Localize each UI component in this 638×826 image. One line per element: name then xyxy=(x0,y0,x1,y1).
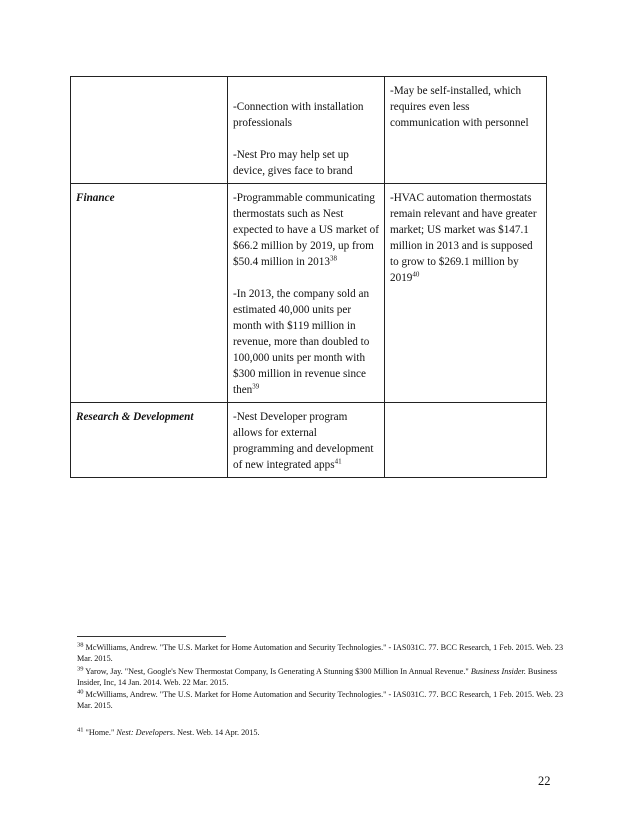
footnote-publication: Business Insider. xyxy=(470,667,526,676)
table-cell-alternative xyxy=(385,403,547,478)
cell-text: -May be self-installed, which requires even less communication with personnel xyxy=(390,85,529,129)
table-cell-alternative xyxy=(385,77,547,184)
cell-text: -In 2013, the company sold an estimated 40,000 units per month with $119 million in revenue, more than doubled to 100,000 units per month with $300 million in revenue since then xyxy=(233,288,370,396)
footnote-separator xyxy=(77,636,226,637)
footnote-text: Yarow, Jay. "Nest, Google's New Thermostat Company, Is Generating A Stunning $300 Million In Annual Revenue." xyxy=(85,667,469,676)
footnote-text: . Nest. Web. 14 Apr. 2015. xyxy=(172,728,260,737)
table-cell-category xyxy=(71,403,228,478)
cell-paragraph xyxy=(233,286,379,398)
table-row xyxy=(71,403,547,478)
footnote-text: "Home." xyxy=(85,728,115,737)
footnote xyxy=(77,689,577,711)
cell-paragraph xyxy=(233,190,379,270)
cell-paragraph xyxy=(233,409,379,473)
footnote-ref[interactable]: 38 xyxy=(329,254,337,263)
cell-text: -Nest Pro may help set up device, gives face to brand xyxy=(233,149,353,177)
footnote-number: 38 xyxy=(77,641,84,649)
cell-text: -HVAC automation thermostats remain relevant and have greater market; US market was $147.1 million in 2013 and is supposed to grow to $269.1 million by 2019 xyxy=(390,192,537,284)
table-cell-category xyxy=(71,77,228,184)
footnote-ref[interactable]: 39 xyxy=(252,382,260,391)
footnote xyxy=(77,666,577,688)
footnote-text: Business Insider, Inc, 14 Jan. 2014. Web. 22 Mar. 2015. xyxy=(77,667,558,687)
footnote-number: 40 xyxy=(77,688,84,696)
category-label: Research & Development xyxy=(76,411,194,423)
footnote xyxy=(77,727,577,738)
footnote-text: McWilliams, Andrew. "The U.S. Market for Home Automation and Security Technologies." - IAS031C. 77. BCC Research, 1 Feb. 2015. Web. 23 Mar. 2015. xyxy=(77,643,564,663)
table-cell-nest xyxy=(228,77,385,184)
cell-text: -Connection with installation professionals xyxy=(233,101,364,129)
footnote xyxy=(77,642,577,664)
table-cell-nest xyxy=(228,403,385,478)
page-number: 22 xyxy=(538,774,551,788)
table-cell-alternative xyxy=(385,184,547,403)
table-row xyxy=(71,77,547,184)
footnote-number: 39 xyxy=(77,665,84,673)
footnote-ref[interactable]: 41 xyxy=(334,457,342,466)
footnote-text: McWilliams, Andrew. "The U.S. Market for Home Automation and Security Technologies." - IAS031C. 77. BCC Research, 1 Feb. 2015. Web. 23 Mar. 2015. xyxy=(77,690,564,710)
cell-text: -Programmable communicating thermostats such as Nest expected to have a US market of $66.2 million by 2019, up from $50.4 million in 2013 xyxy=(233,192,380,268)
cell-paragraph xyxy=(390,190,541,286)
footnote-publication: Nest: Developers xyxy=(116,728,173,737)
category-label: Finance xyxy=(76,192,115,204)
comparison-table xyxy=(70,76,547,478)
footnote-ref[interactable]: 40 xyxy=(412,270,420,279)
cell-text: -Nest Developer program allows for external programming and development of new integrated apps xyxy=(233,411,374,471)
footnote-number: 41 xyxy=(77,726,84,734)
table-row xyxy=(71,184,547,403)
table-cell-category xyxy=(71,184,228,403)
table-cell-nest xyxy=(228,184,385,403)
